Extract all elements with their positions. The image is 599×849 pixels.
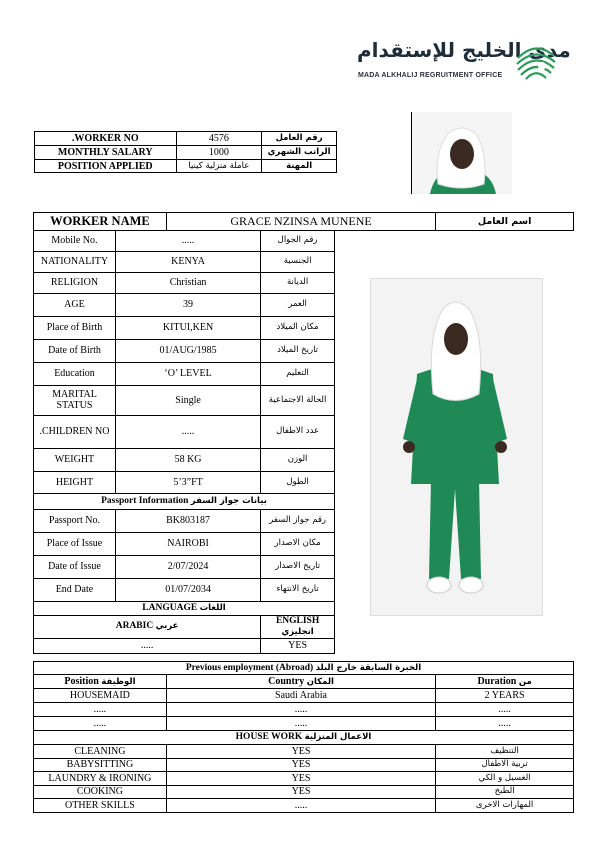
passport-label: Passport No. [34, 509, 116, 532]
housework-row [34, 785, 574, 799]
detail-row [34, 251, 335, 272]
detail-label-arabic: تاريخ الميلاد [261, 339, 335, 362]
detail-label-arabic: التعليم [261, 362, 335, 385]
worker-name-table [33, 212, 574, 231]
detail-value: 5’3”FT [115, 471, 260, 493]
employment-country: Saudi Arabia [166, 689, 435, 703]
detail-label: RELIGION [34, 272, 116, 293]
employment-row [34, 689, 574, 703]
language-english-header [261, 615, 335, 638]
detail-value: ..... [115, 415, 260, 448]
detail-value: KENYA [115, 251, 260, 272]
housework-row [34, 772, 574, 786]
language-columns-row [34, 615, 335, 638]
company-name-english: MADA ALKHALIJ REGRUITMENT OFFICE [358, 72, 503, 79]
employment-title-ar: الخبرة السابقة خارج البلد [315, 662, 422, 673]
detail-label: NATIONALITY [34, 251, 116, 272]
worker-full-body-photo [370, 278, 543, 616]
housework-label: OTHER SKILLS [34, 799, 167, 813]
detail-label-arabic: الحالة الاجتماعية [261, 385, 335, 415]
housework-value: YES [166, 758, 435, 772]
top-info-label: POSITION APPLIED [35, 160, 177, 173]
worker-name-label-arabic: اسم العامل [436, 213, 574, 231]
top-info-value: 1000 [176, 146, 262, 160]
language-title-ar: اللغات [199, 602, 226, 613]
top-info-value: عاملة منزلية كينيا [176, 160, 262, 173]
detail-row [34, 385, 335, 415]
detail-label: Education [34, 362, 116, 385]
passport-label: Place of Issue [34, 532, 116, 555]
language-english-value: YES [261, 638, 335, 653]
housework-label: BABYSITTING [34, 758, 167, 772]
language-title-en: LANGUAGE [142, 602, 198, 613]
employment-row [34, 703, 574, 717]
housework-label: CLEANING [34, 745, 167, 759]
english-label-ar: انجليزي [281, 626, 314, 637]
employment-country: ..... [166, 703, 435, 717]
passport-title [34, 493, 335, 509]
worker-name-value: GRACE NZINSA MUNENE [166, 213, 435, 231]
employment-position: ..... [34, 717, 167, 731]
housework-row [34, 745, 574, 759]
passport-label: Date of Issue [34, 555, 116, 578]
passport-row [34, 555, 335, 578]
detail-value: Christian [115, 272, 260, 293]
detail-value: 39 [115, 293, 260, 316]
detail-value: 58 KG [115, 448, 260, 471]
passport-label-arabic: رقم جواز السفر [261, 509, 335, 532]
employment-title-en: Previous employment (Abroad) [185, 662, 314, 673]
duration-header-ar: من [518, 676, 532, 687]
duration-column-header [436, 675, 574, 689]
top-info-row [35, 146, 337, 160]
housework-label-arabic: تربية الاطفال [436, 758, 574, 772]
country-header-en: Country [268, 675, 305, 687]
detail-label-arabic: الجنسية [261, 251, 335, 272]
housework-label-arabic: المهارات الاخرى [436, 799, 574, 813]
top-info-label: .WORKER NO [35, 132, 177, 146]
employment-country: ..... [166, 717, 435, 731]
top-info-label-arabic: الراتب الشهري [262, 146, 337, 160]
passport-label-arabic: تاريخ الانتهاء [261, 578, 335, 601]
passport-value: 01/07/2034 [115, 578, 260, 601]
language-arabic-value: ..... [34, 638, 261, 653]
employment-title [34, 662, 574, 675]
housework-title [34, 731, 574, 745]
passport-label: End Date [34, 578, 116, 601]
worker-details-table [33, 212, 335, 654]
detail-value: ..... [115, 230, 260, 251]
detail-label-arabic: مكان الميلاد [261, 316, 335, 339]
detail-label: AGE [34, 293, 116, 316]
language-arabic-header [34, 615, 261, 638]
detail-row [34, 471, 335, 493]
passport-title-ar: بيانات جواز السفر [190, 495, 267, 506]
employment-and-housework-table [33, 661, 574, 813]
passport-header-row [34, 493, 335, 509]
housework-title-en: HOUSE WORK [235, 732, 303, 742]
employment-duration: ..... [436, 703, 574, 717]
detail-row [34, 415, 335, 448]
language-title [34, 601, 335, 615]
housework-title-row [34, 731, 574, 745]
detail-label: Date of Birth [34, 339, 116, 362]
employment-duration: 2 YEARS [436, 689, 574, 703]
top-info-value: 4576 [176, 132, 262, 146]
employment-duration: ..... [436, 717, 574, 731]
housework-row [34, 758, 574, 772]
language-values-row [34, 638, 335, 653]
top-info-row [35, 132, 337, 146]
duration-header-en: Duration [477, 675, 517, 687]
passport-row [34, 532, 335, 555]
housework-label-arabic: الطبخ [436, 785, 574, 799]
housework-value: YES [166, 772, 435, 786]
detail-value: KITUI,KEN [115, 316, 260, 339]
housework-value: YES [166, 745, 435, 759]
detail-value: 01/AUG/1985 [115, 339, 260, 362]
passport-row [34, 578, 335, 601]
position-header-ar: الوظيفة [101, 676, 136, 687]
detail-label: WEIGHT [34, 448, 116, 471]
position-header-en: Position [64, 675, 99, 687]
passport-value: BK803187 [115, 509, 260, 532]
detail-row [34, 316, 335, 339]
housework-label-arabic: التنظيف [436, 745, 574, 759]
detail-label-arabic: رقم الجوال [261, 230, 335, 251]
employment-title-row [34, 662, 574, 675]
top-info-table [34, 131, 337, 173]
detail-label: MARITAL STATUS [34, 385, 116, 415]
arabic-label-en: ARABIC [115, 621, 154, 631]
housework-label: LAUNDRY & IRONING [34, 772, 167, 786]
passport-label-arabic: مكان الاصدار [261, 532, 335, 555]
detail-row [34, 230, 335, 251]
detail-label: HEIGHT [34, 471, 116, 493]
detail-row [34, 272, 335, 293]
country-column-header [166, 675, 435, 689]
detail-label-arabic: العمر [261, 293, 335, 316]
housework-value: YES [166, 785, 435, 799]
top-info-label-arabic: المهنة [262, 160, 337, 173]
english-label-en: ENGLISH [275, 615, 320, 626]
detail-row [34, 362, 335, 385]
housework-value: ..... [166, 799, 435, 813]
logo-swirl-icon [512, 38, 560, 86]
detail-label: Mobile No. [34, 230, 116, 251]
top-info-label-arabic: رقم العامل [262, 132, 337, 146]
employment-row [34, 717, 574, 731]
housework-label-arabic: الغسيل و الكي [436, 772, 574, 786]
top-info-label: MONTHLY SALARY [35, 146, 177, 160]
detail-label-arabic: الديانة [261, 272, 335, 293]
company-name-arabic: مدى الخليج للإستقدام [357, 38, 571, 62]
housework-row [34, 799, 574, 813]
housework-label: COOKING [34, 785, 167, 799]
detail-value: Single [115, 385, 260, 415]
detail-label: .CHILDREN NO [34, 415, 116, 448]
passport-title-en: Passport Information [101, 495, 189, 506]
detail-label-arabic: الوزن [261, 448, 335, 471]
position-column-header [34, 675, 167, 689]
employment-columns-row [34, 675, 574, 689]
country-header-ar: المكان [306, 676, 334, 687]
employment-position: ..... [34, 703, 167, 717]
detail-value: ‘O’ LEVEL [115, 362, 260, 385]
passport-row [34, 509, 335, 532]
passport-value: 2/07/2024 [115, 555, 260, 578]
passport-value: NAIROBI [115, 532, 260, 555]
detail-label: Place of Birth [34, 316, 116, 339]
detail-row [34, 293, 335, 316]
passport-label-arabic: تاريخ الاصدار [261, 555, 335, 578]
detail-label-arabic: الطول [261, 471, 335, 493]
detail-row [34, 448, 335, 471]
worker-name-label: WORKER NAME [34, 213, 167, 231]
housework-title-ar: الاعمال المنزلية [304, 732, 372, 742]
language-header-row [34, 601, 335, 615]
arabic-label-ar: عربي [155, 621, 179, 631]
detail-label-arabic: عدد الاطفال [261, 415, 335, 448]
worker-portrait-photo [411, 112, 512, 194]
detail-row [34, 339, 335, 362]
top-info-row [35, 160, 337, 173]
employment-position: HOUSEMAID [34, 689, 167, 703]
